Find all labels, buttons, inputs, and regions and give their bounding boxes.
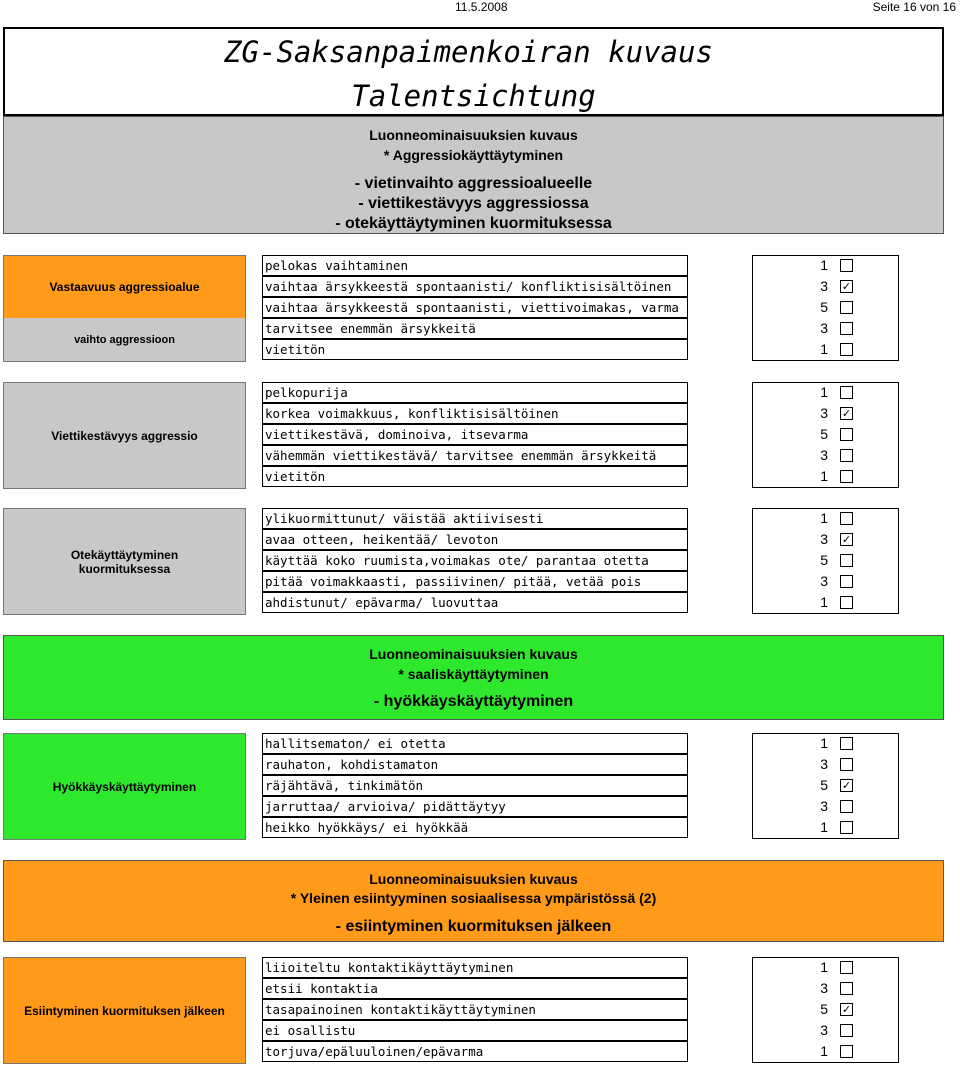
option-row — [262, 382, 888, 403]
section-header-social — [3, 860, 944, 942]
option-checkbox[interactable]: ✓ — [841, 1003, 852, 1016]
group-label-vastaavuus — [3, 255, 246, 362]
option-text: heikko hyökkäys/ ei hyökkää — [262, 817, 688, 838]
option-checkbox[interactable]: ✓ — [841, 407, 852, 420]
title-box — [3, 27, 944, 116]
option-text: ahdistunut/ epävarma/ luovuttaa — [262, 592, 688, 613]
section-header-line: - vietinvaihto aggressioalueelle — [354, 175, 593, 192]
group-label-bottom: vaihto aggressioon — [4, 318, 245, 361]
option-row — [262, 445, 888, 466]
option-score: 5 — [820, 552, 828, 568]
option-text: jarruttaa/ arvioiva/ pidättäytyy — [262, 796, 688, 817]
option-text: räjähtävä, tinkimätön — [262, 775, 688, 796]
option-text: vähemmän viettikestävä/ tarvitsee enemmän ärsykkeitä — [262, 445, 688, 466]
option-score: 1 — [820, 341, 828, 357]
option-score: 5 — [820, 777, 828, 793]
option-text: vaihtaa ärsykkeestä spontaanisti, viettivoimakas, varma — [262, 297, 688, 318]
option-row — [262, 775, 888, 796]
option-row — [262, 466, 888, 487]
section-header-line: - viettikestävyys aggressiossa — [358, 195, 589, 212]
option-text: viettikestävä, dominoiva, itsevarma — [262, 424, 688, 445]
option-row — [262, 508, 888, 529]
option-checkbox[interactable] — [840, 449, 853, 462]
option-score: 1 — [820, 468, 828, 484]
option-checkbox[interactable] — [840, 1045, 853, 1058]
option-checkbox[interactable]: ✓ — [841, 280, 852, 293]
option-checkbox[interactable] — [840, 982, 853, 995]
option-text: vaihtaa ärsykkeestä spontaanisti/ konfliktisisältöinen — [262, 276, 688, 297]
section-header-line: - otekäyttäytyminen kuormituksessa — [335, 215, 612, 232]
option-row — [262, 733, 888, 754]
option-score: 3 — [820, 1022, 828, 1038]
option-score: 1 — [820, 510, 828, 526]
option-text: avaa otteen, heikentää/ levoton — [262, 529, 688, 550]
option-text: rauhaton, kohdistamaton — [262, 754, 688, 775]
option-text: käyttää koko ruumista,voimakas ote/ parantaa otetta — [262, 550, 688, 571]
option-score: 1 — [820, 257, 828, 273]
option-row — [262, 318, 888, 339]
option-score: 3 — [820, 320, 828, 336]
page-date: 11.5.2008 — [455, 0, 508, 14]
option-text: ylikuormittunut/ väistää aktiivisesti — [262, 508, 688, 529]
option-score: 5 — [820, 299, 828, 315]
option-score: 1 — [820, 594, 828, 610]
option-checkbox[interactable]: ✓ — [841, 779, 852, 792]
section-header-aggression — [3, 116, 944, 234]
option-checkbox[interactable] — [840, 301, 853, 314]
option-row — [262, 957, 888, 978]
option-score: 3 — [820, 798, 828, 814]
group-label-viettikestavyys: Viettikestävyys aggressio — [3, 382, 246, 489]
option-score: 3 — [820, 980, 828, 996]
option-checkbox[interactable] — [840, 259, 853, 272]
option-row — [262, 978, 888, 999]
section-header-line: * Aggressiokäyttäytyminen — [383, 147, 564, 163]
section-header-line: Luonneominaisuuksien kuvaus — [369, 127, 578, 143]
option-checkbox[interactable] — [840, 322, 853, 335]
option-checkbox[interactable] — [840, 386, 853, 399]
option-row — [262, 1041, 888, 1062]
option-text: torjuva/epäluuloinen/epävarma — [262, 1041, 688, 1062]
group-label-hyokkays: Hyökkäyskäyttäytyminen — [3, 733, 246, 840]
section-header-line: * Yleinen esiintyyminen sosiaalisessa ympäristössä (2) — [290, 890, 657, 906]
section-header-line: Luonneominaisuuksien kuvaus — [369, 646, 578, 662]
option-row — [262, 817, 888, 838]
option-checkbox[interactable] — [840, 737, 853, 750]
option-row — [262, 1020, 888, 1041]
option-score: 3 — [820, 531, 828, 547]
option-row — [262, 255, 888, 276]
option-text: etsii kontaktia — [262, 978, 688, 999]
option-score: 3 — [820, 447, 828, 463]
option-checkbox[interactable] — [840, 596, 853, 609]
option-score: 5 — [820, 426, 828, 442]
option-text: korkea voimakkuus, konfliktisisältöinen — [262, 403, 688, 424]
option-row — [262, 754, 888, 775]
section-header-line: - hyökkäyskäyttäytyminen — [373, 693, 574, 710]
option-score: 1 — [820, 384, 828, 400]
option-checkbox[interactable] — [840, 758, 853, 771]
group-label-esiintyminen: Esiintyminen kuormituksen jälkeen — [3, 957, 246, 1064]
option-row — [262, 403, 888, 424]
option-checkbox[interactable] — [840, 554, 853, 567]
option-row — [262, 592, 888, 613]
option-text: pelkopurija — [262, 382, 688, 403]
option-score: 1 — [820, 735, 828, 751]
option-checkbox[interactable] — [840, 470, 853, 483]
option-text: vietitön — [262, 339, 688, 360]
option-text: liioiteltu kontaktikäyttäytyminen — [262, 957, 688, 978]
option-row — [262, 297, 888, 318]
page-number: Seite 16 von 16 — [872, 0, 956, 14]
option-score: 3 — [820, 278, 828, 294]
option-text: hallitsematon/ ei otetta — [262, 733, 688, 754]
option-row — [262, 339, 888, 360]
option-text: pelokas vaihtaminen — [262, 255, 688, 276]
option-row — [262, 796, 888, 817]
option-text: ei osallistu — [262, 1020, 688, 1041]
option-checkbox[interactable]: ✓ — [841, 533, 852, 546]
option-checkbox[interactable] — [840, 343, 853, 356]
option-score: 1 — [820, 959, 828, 975]
section-header-line: Luonneominaisuuksien kuvaus — [369, 871, 578, 887]
option-text: pitää voimakkaasti, passiivinen/ pitää, vetää pois — [262, 571, 688, 592]
option-text: tarvitsee enemmän ärsykkeitä — [262, 318, 688, 339]
option-row — [262, 276, 888, 297]
option-checkbox[interactable] — [840, 1024, 853, 1037]
option-score: 3 — [820, 756, 828, 772]
page-subtitle: Talentsichtung — [351, 79, 596, 113]
option-checkbox[interactable] — [840, 575, 853, 588]
option-checkbox[interactable] — [840, 821, 853, 834]
option-row — [262, 424, 888, 445]
group-label-top: Vastaavuus aggressioalue — [4, 256, 245, 318]
option-checkbox[interactable] — [840, 512, 853, 525]
section-header-line: * saaliskäyttäytyminen — [398, 666, 549, 682]
group-label-otekayttaytyminen: Otekäyttäytyminen kuormituksessa — [3, 508, 246, 615]
option-row — [262, 571, 888, 592]
option-row — [262, 999, 888, 1020]
option-row — [262, 529, 888, 550]
page-title: ZG-Saksanpaimenkoiran kuvaus — [224, 35, 713, 69]
option-score: 3 — [820, 405, 828, 421]
option-score: 3 — [820, 573, 828, 589]
option-score: 1 — [820, 819, 828, 835]
section-header-prey — [3, 635, 944, 720]
option-score: 1 — [820, 1043, 828, 1059]
option-score: 5 — [820, 1001, 828, 1017]
section-header-line: - esiintyminen kuormituksen jälkeen — [335, 918, 612, 935]
option-checkbox[interactable] — [840, 428, 853, 441]
page-header — [0, 0, 960, 14]
option-row — [262, 550, 888, 571]
option-text: tasapainoinen kontaktikäyttäytyminen — [262, 999, 688, 1020]
option-checkbox[interactable] — [840, 800, 853, 813]
option-checkbox[interactable] — [840, 961, 853, 974]
option-text: vietitön — [262, 466, 688, 487]
